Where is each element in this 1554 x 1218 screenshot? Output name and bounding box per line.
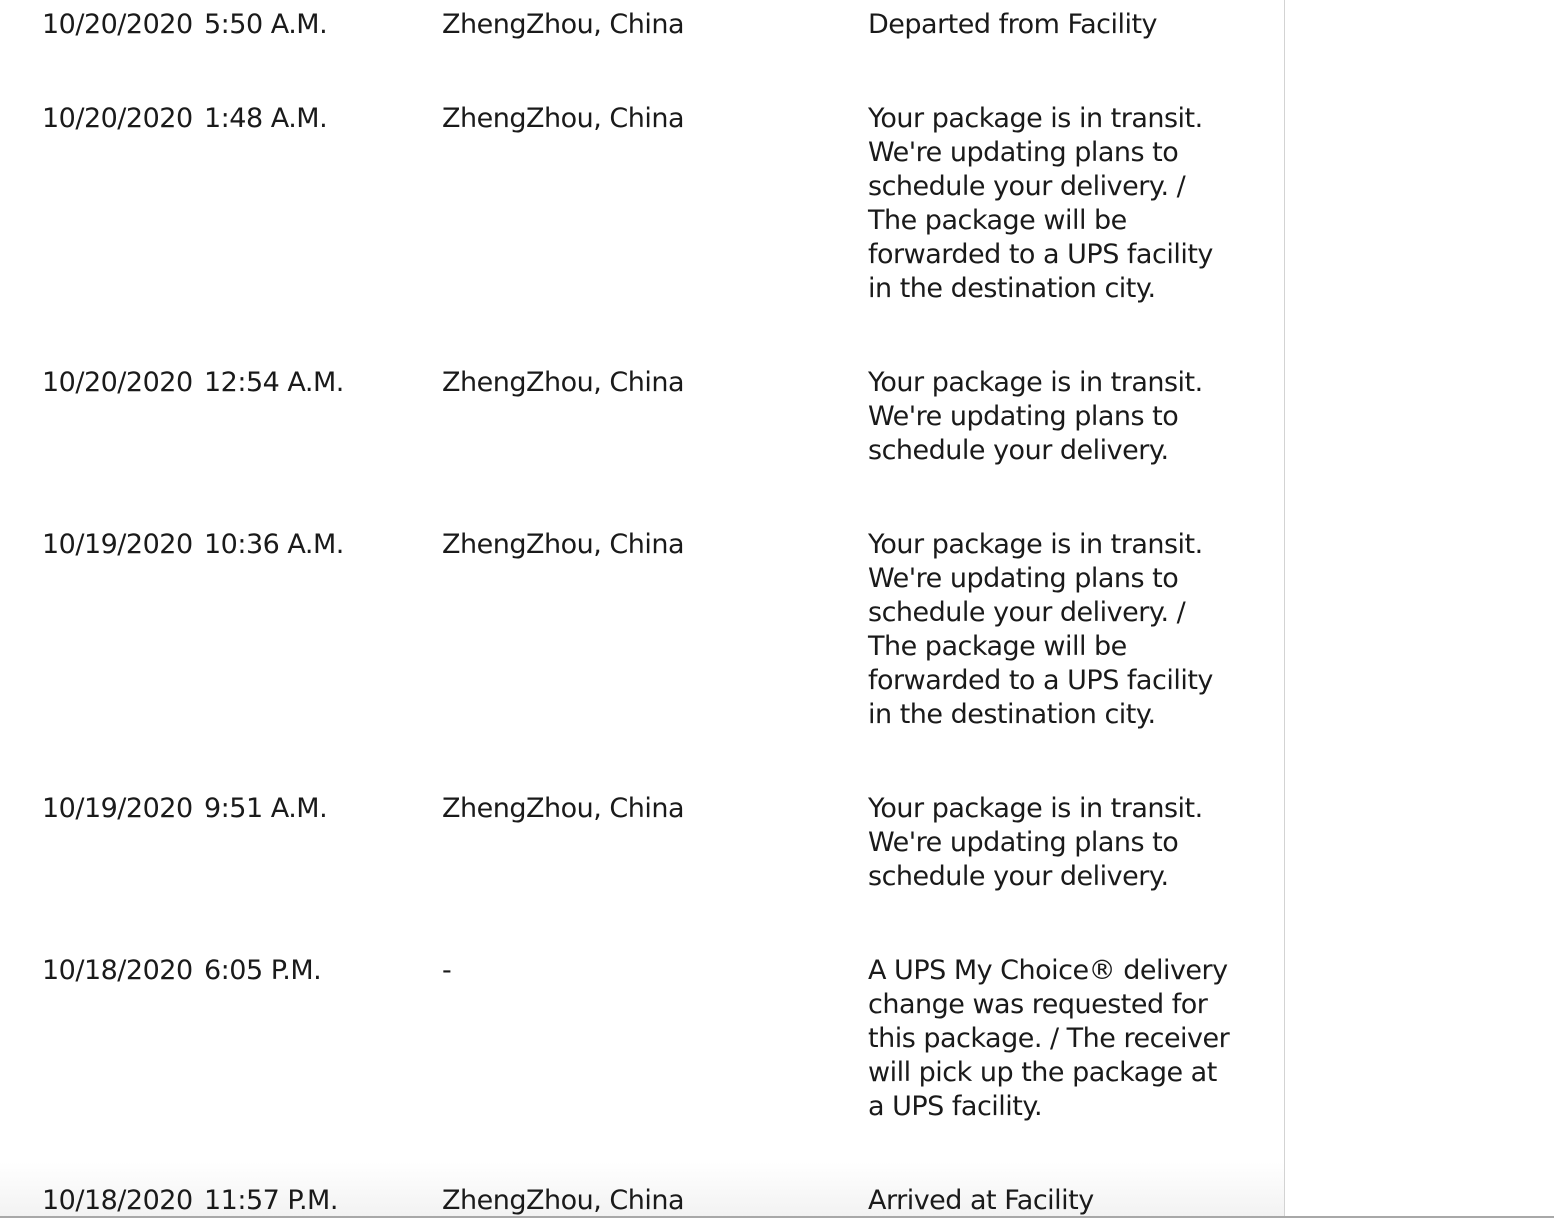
activity-line: change was requested for	[868, 989, 1208, 1020]
activity-line: this package. / The receiver	[868, 1023, 1230, 1054]
row-activity	[868, 528, 1238, 732]
activity-line: Your package is in transit.	[868, 529, 1203, 560]
activity-line: a UPS facility.	[868, 1091, 1043, 1122]
row-activity	[868, 8, 1238, 42]
row-location: -	[442, 955, 452, 986]
activity-line: The package will be	[868, 631, 1127, 662]
activity-line: We're updating plans to	[868, 563, 1179, 594]
row-date: 10/20/2020	[42, 367, 193, 398]
activity-line: in the destination city.	[868, 273, 1156, 304]
row-location: ZhengZhou, China	[442, 793, 685, 824]
row-date: 10/19/2020	[42, 793, 193, 824]
row-activity	[868, 1184, 1238, 1218]
activity-line: forwarded to a UPS facility	[868, 239, 1213, 270]
row-time: 12:54 A.M.	[204, 367, 344, 398]
row-date: 10/20/2020	[42, 103, 193, 134]
row-time: 6:05 P.M.	[204, 955, 322, 986]
row-time: 5:50 A.M.	[204, 9, 328, 40]
row-location: ZhengZhou, China	[442, 1185, 685, 1216]
row-activity	[868, 954, 1238, 1124]
row-date: 10/18/2020	[42, 1185, 193, 1216]
activity-line: Departed from Facility	[868, 9, 1158, 40]
activity-line: Arrived at Facility	[868, 1185, 1094, 1216]
activity-line: schedule your delivery.	[868, 435, 1169, 466]
activity-line: forwarded to a UPS facility	[868, 665, 1213, 696]
row-time: 9:51 A.M.	[204, 793, 328, 824]
activity-line: We're updating plans to	[868, 401, 1179, 432]
row-location: ZhengZhou, China	[442, 103, 685, 134]
row-location: ZhengZhou, China	[442, 367, 685, 398]
row-date: 10/19/2020	[42, 529, 193, 560]
activity-line: A UPS My Choice® delivery	[868, 955, 1228, 986]
row-location: ZhengZhou, China	[442, 529, 685, 560]
row-time: 1:48 A.M.	[204, 103, 328, 134]
row-activity	[868, 366, 1238, 468]
row-activity	[868, 102, 1238, 306]
activity-line: Your package is in transit.	[868, 793, 1203, 824]
activity-line: We're updating plans to	[868, 137, 1179, 168]
row-location: ZhengZhou, China	[442, 9, 685, 40]
row-date: 10/20/2020	[42, 9, 193, 40]
right-blank-pane	[1285, 0, 1554, 1218]
activity-line: Your package is in transit.	[868, 367, 1203, 398]
activity-line: schedule your delivery. /	[868, 597, 1186, 628]
activity-line: schedule your delivery. /	[868, 171, 1186, 202]
activity-line: The package will be	[868, 205, 1127, 236]
activity-line: Your package is in transit.	[868, 103, 1203, 134]
activity-line: in the destination city.	[868, 699, 1156, 730]
row-date: 10/18/2020	[42, 955, 193, 986]
row-time: 11:57 P.M.	[204, 1185, 338, 1216]
activity-line: We're updating plans to	[868, 827, 1179, 858]
activity-line: schedule your delivery.	[868, 861, 1169, 892]
row-activity	[868, 792, 1238, 894]
activity-line: will pick up the package at	[868, 1057, 1217, 1088]
row-time: 10:36 A.M.	[204, 529, 344, 560]
